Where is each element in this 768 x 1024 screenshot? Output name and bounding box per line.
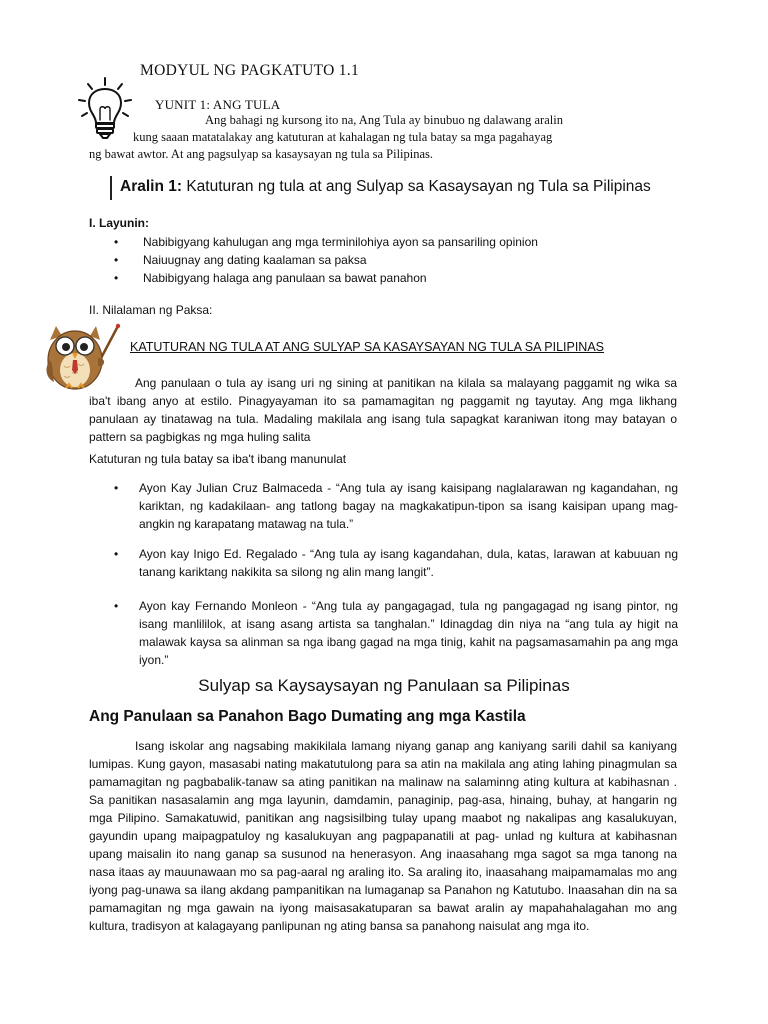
objectives-list xyxy=(114,233,674,287)
list-item: • Nabibigyang halaga ang panulaan sa bawat panahon xyxy=(114,269,674,287)
lesson-title: Katuturan ng tula at ang Sulyap sa Kasaysayan ng Tula sa Pilipinas xyxy=(186,178,651,195)
lightbulb-icon xyxy=(76,76,134,140)
list-item: • Ayon kay Fernando Monleon - “Ang tula ay pangagagad, tula ng pangagagad ng isang pintor, ng isang manlililok, at isang asang artista sa tanghalan.” Idinagdag din niya na “ang tula ay higit na malawak kaysa sa alinman sa nga ibang gagad na mga tinig, kahit na pagsamasamahin pa ang mga iyon.” xyxy=(114,597,678,669)
intro-line: ng bawat awtor. At ang pagsulyap sa kasaysayan ng tula sa Pilipinas. xyxy=(89,147,434,161)
definitions-list xyxy=(114,597,678,669)
definitions-intro: Katuturan ng tula batay sa iba't ibang manunulat xyxy=(89,452,347,466)
intro-line: kung saaan matatalakay ang katuturan at kahalagan ng tula batay sa mga pagahayag xyxy=(133,130,553,144)
intro-line: Ang bahagi ng kursong ito na, Ang Tula ay binubuo ng dalawang aralin xyxy=(205,113,563,127)
unit-label: YUNIT 1: ANG TULA xyxy=(155,97,281,112)
lesson-heading xyxy=(120,178,651,196)
list-item: • Ayon Kay Julian Cruz Balmaceda - “Ang tula ay isang kaisipang naglalarawan ng kagandahan, ng kariktan, ng kadakilaan- ang tatlong bagay na magkakatipun-tipon sa isang kaisipan upang mag-angkin ng karapatang matawag na tula.” xyxy=(114,479,678,533)
history-heading: Sulyap sa Kaysaysayan ng Panulaan sa Pilipinas xyxy=(198,676,570,695)
content-heading: KATUTURAN NG TULA AT ANG SULYAP SA KASAYSAYAN NG TULA SA PILIPINAS xyxy=(130,340,605,354)
list-item: • Nabibigyang kahulugan ang mga terminilohiya ayon sa pansariling opinion xyxy=(114,233,674,251)
list-item: • Naiuugnay ang dating kaalaman sa paksa xyxy=(114,251,674,269)
lesson-label: Aralin 1: xyxy=(120,178,183,195)
paragraph-text: Ang panulaan o tula ay isang uri ng sining at panitikan na kilala sa malayang paggamit ng wika sa iba't ibang anyo at estilo. Pinagyayaman ito sa pamamagitan ng paggamit ng tayutay. Ang mga likhang panulaan ay tinatawag na tula. Madaling makilala ang isang tula sapagkat karaniwan itong may batayan o pattern sa pagbigkas ng mga huling salita xyxy=(89,376,677,444)
content-label: II. Nilalaman ng Paksa: xyxy=(89,303,213,317)
definitions-list xyxy=(114,545,678,581)
lesson-marker-bar xyxy=(110,176,112,200)
objectives-label: I. Layunin: xyxy=(89,216,149,230)
paragraph-history xyxy=(89,737,677,935)
history-subheading: Ang Panulaan sa Panahon Bago Dumating ang mga Kastila xyxy=(89,708,526,725)
list-item: • Ayon kay Inigo Ed. Regalado - “Ang tula ay isang kagandahan, dula, katas, larawan at kabuuan ng tanang kariktang nakikita sa silong ng alin mang langit”. xyxy=(114,545,678,581)
paragraph-text: Isang iskolar ang nagsabing makikilala lamang niyang ganap ang kaniyang sarili dahil sa kaniyang lumipas. Kung gayon, masasabi nating makatutulong para sa atin na makilala ang ating lahing pinagmulan sa pamamagitan ng pagbabalik-tanaw sa ating panitikan na malinaw na salaminng ating kultura at kabihasnan . Sa panitikan nasasalamin ang mga layunin, damdamin, panaginip, pag-asa, hinaing, buhay, at hangarin ng mga Pilipino. Samakatuwid, panitikan ang nagsisilbing tulay upang maabot ng nakalipas ang kasalukuyan, gayundin upang maipagpatuloy ng kasalukuyan ang pagpapanatili at pag- unlad ng kultura at kabihasnan upang maisalin ito nang ganap sa susunod na henerasyon. Ang inaasahang mga sagot sa mga tanong na nasa itaas ay mauunawaan mo sa pag-aaral ng araling ito. Sa araling ito, inaasahang maipamamalas mo ang iyong pag-unawa sa ilang akdang pampanitikan na lumaganap sa Panahon ng Katutubo. Inaasahan din na sa pamamagitan ng mga gawain na iyong maisasakatuparan sa bawat aralin ay mapahahalagahan mo ang kultura, tradisyon at kalagayang panlipunan ng ating bansa sa panahong naisulat ang mga ito. xyxy=(89,739,677,933)
definitions-list xyxy=(114,479,678,533)
module-title: MODYUL NG PAGKATUTO 1.1 xyxy=(140,62,360,79)
paragraph-panulaan xyxy=(89,374,677,446)
